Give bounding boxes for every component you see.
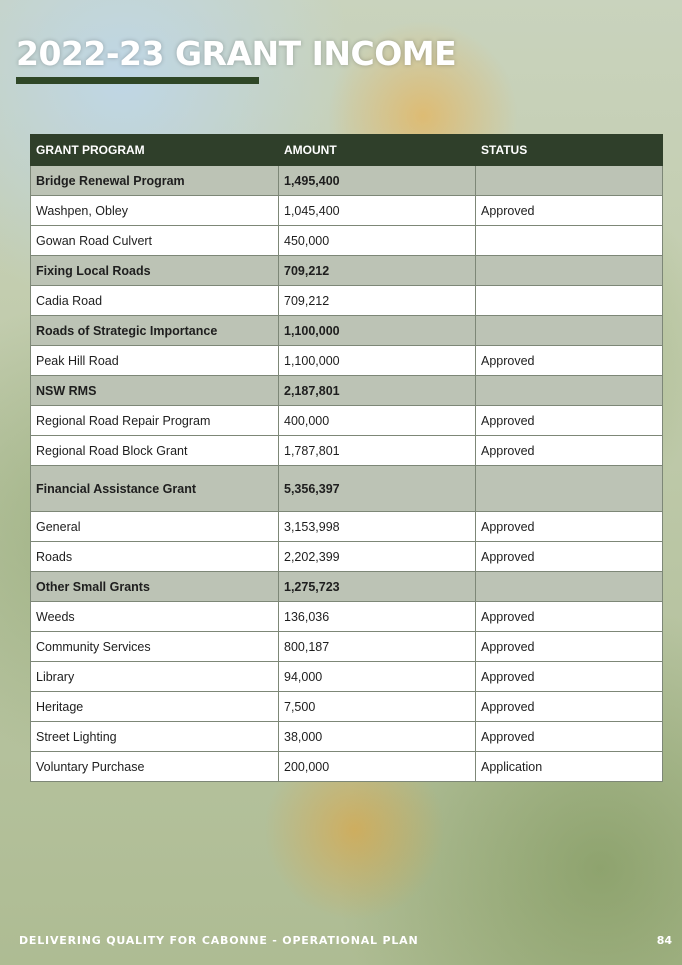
amount-cell: 94,000 <box>279 662 476 692</box>
amount-cell: 5,356,397 <box>279 466 476 512</box>
grant-program-cell: Regional Road Block Grant <box>31 436 279 466</box>
grant-program-cell: Library <box>31 662 279 692</box>
table-row-group <box>31 316 663 346</box>
status-cell <box>476 226 663 256</box>
status-cell: Approved <box>476 632 663 662</box>
amount-cell: 1,100,000 <box>279 316 476 346</box>
table-row-group <box>31 572 663 602</box>
table-row <box>31 512 663 542</box>
grant-program-cell: Regional Road Repair Program <box>31 406 279 436</box>
table-row <box>31 722 663 752</box>
grant-program-cell: Gowan Road Culvert <box>31 226 279 256</box>
amount-cell: 3,153,998 <box>279 512 476 542</box>
amount-cell: 2,202,399 <box>279 542 476 572</box>
header-grant-program: GRANT PROGRAM <box>31 135 279 166</box>
status-cell: Approved <box>476 406 663 436</box>
grant-program-cell: Peak Hill Road <box>31 346 279 376</box>
status-cell: Approved <box>476 722 663 752</box>
amount-cell: 1,495,400 <box>279 166 476 196</box>
status-cell: Application <box>476 752 663 782</box>
amount-cell: 38,000 <box>279 722 476 752</box>
status-cell <box>476 376 663 406</box>
status-cell: Approved <box>476 542 663 572</box>
table-row <box>31 632 663 662</box>
status-cell <box>476 166 663 196</box>
table-row <box>31 542 663 572</box>
amount-cell: 2,187,801 <box>279 376 476 406</box>
table-row-group <box>31 466 663 512</box>
status-cell: Approved <box>476 662 663 692</box>
amount-cell: 1,100,000 <box>279 346 476 376</box>
header-status: STATUS <box>476 135 663 166</box>
amount-cell: 7,500 <box>279 692 476 722</box>
table-row <box>31 286 663 316</box>
status-cell <box>476 286 663 316</box>
table-row <box>31 752 663 782</box>
grant-program-cell: Weeds <box>31 602 279 632</box>
amount-cell: 1,787,801 <box>279 436 476 466</box>
amount-cell: 450,000 <box>279 226 476 256</box>
table-row <box>31 692 663 722</box>
table-row <box>31 196 663 226</box>
grant-program-cell: Heritage <box>31 692 279 722</box>
amount-cell: 1,275,723 <box>279 572 476 602</box>
footer-text: DELIVERING QUALITY FOR CABONNE - OPERATIONAL PLAN <box>19 934 419 947</box>
status-cell <box>476 316 663 346</box>
status-cell: Approved <box>476 512 663 542</box>
grant-program-cell: Fixing Local Roads <box>31 256 279 286</box>
amount-cell: 709,212 <box>279 286 476 316</box>
page-number: 84 <box>656 934 672 947</box>
status-cell: Approved <box>476 602 663 632</box>
status-cell: Approved <box>476 436 663 466</box>
grant-program-cell: Cadia Road <box>31 286 279 316</box>
grant-program-cell: Other Small Grants <box>31 572 279 602</box>
table-row <box>31 346 663 376</box>
grant-program-cell: Street Lighting <box>31 722 279 752</box>
amount-cell: 200,000 <box>279 752 476 782</box>
page-title: 2022-23 GRANT INCOME <box>16 34 457 73</box>
status-cell <box>476 572 663 602</box>
status-cell <box>476 256 663 286</box>
amount-cell: 136,036 <box>279 602 476 632</box>
grant-program-cell: Roads <box>31 542 279 572</box>
grant-program-cell: Roads of Strategic Importance <box>31 316 279 346</box>
grant-program-cell: Voluntary Purchase <box>31 752 279 782</box>
table-row <box>31 226 663 256</box>
amount-cell: 800,187 <box>279 632 476 662</box>
grant-program-cell: Financial Assistance Grant <box>31 466 279 512</box>
header-amount: AMOUNT <box>279 135 476 166</box>
table-header-row <box>31 135 663 166</box>
table-row <box>31 602 663 632</box>
status-cell: Approved <box>476 692 663 722</box>
amount-cell: 400,000 <box>279 406 476 436</box>
table-row <box>31 436 663 466</box>
grant-program-cell: Bridge Renewal Program <box>31 166 279 196</box>
amount-cell: 709,212 <box>279 256 476 286</box>
status-cell <box>476 466 663 512</box>
grant-program-cell: NSW RMS <box>31 376 279 406</box>
table-row-group <box>31 376 663 406</box>
title-underline <box>16 77 259 84</box>
table-row <box>31 406 663 436</box>
grant-income-table <box>30 134 663 782</box>
status-cell: Approved <box>476 346 663 376</box>
grant-program-cell: General <box>31 512 279 542</box>
table-row <box>31 662 663 692</box>
table-row-group <box>31 166 663 196</box>
amount-cell: 1,045,400 <box>279 196 476 226</box>
grant-program-cell: Community Services <box>31 632 279 662</box>
status-cell: Approved <box>476 196 663 226</box>
grant-program-cell: Washpen, Obley <box>31 196 279 226</box>
table-row-group <box>31 256 663 286</box>
